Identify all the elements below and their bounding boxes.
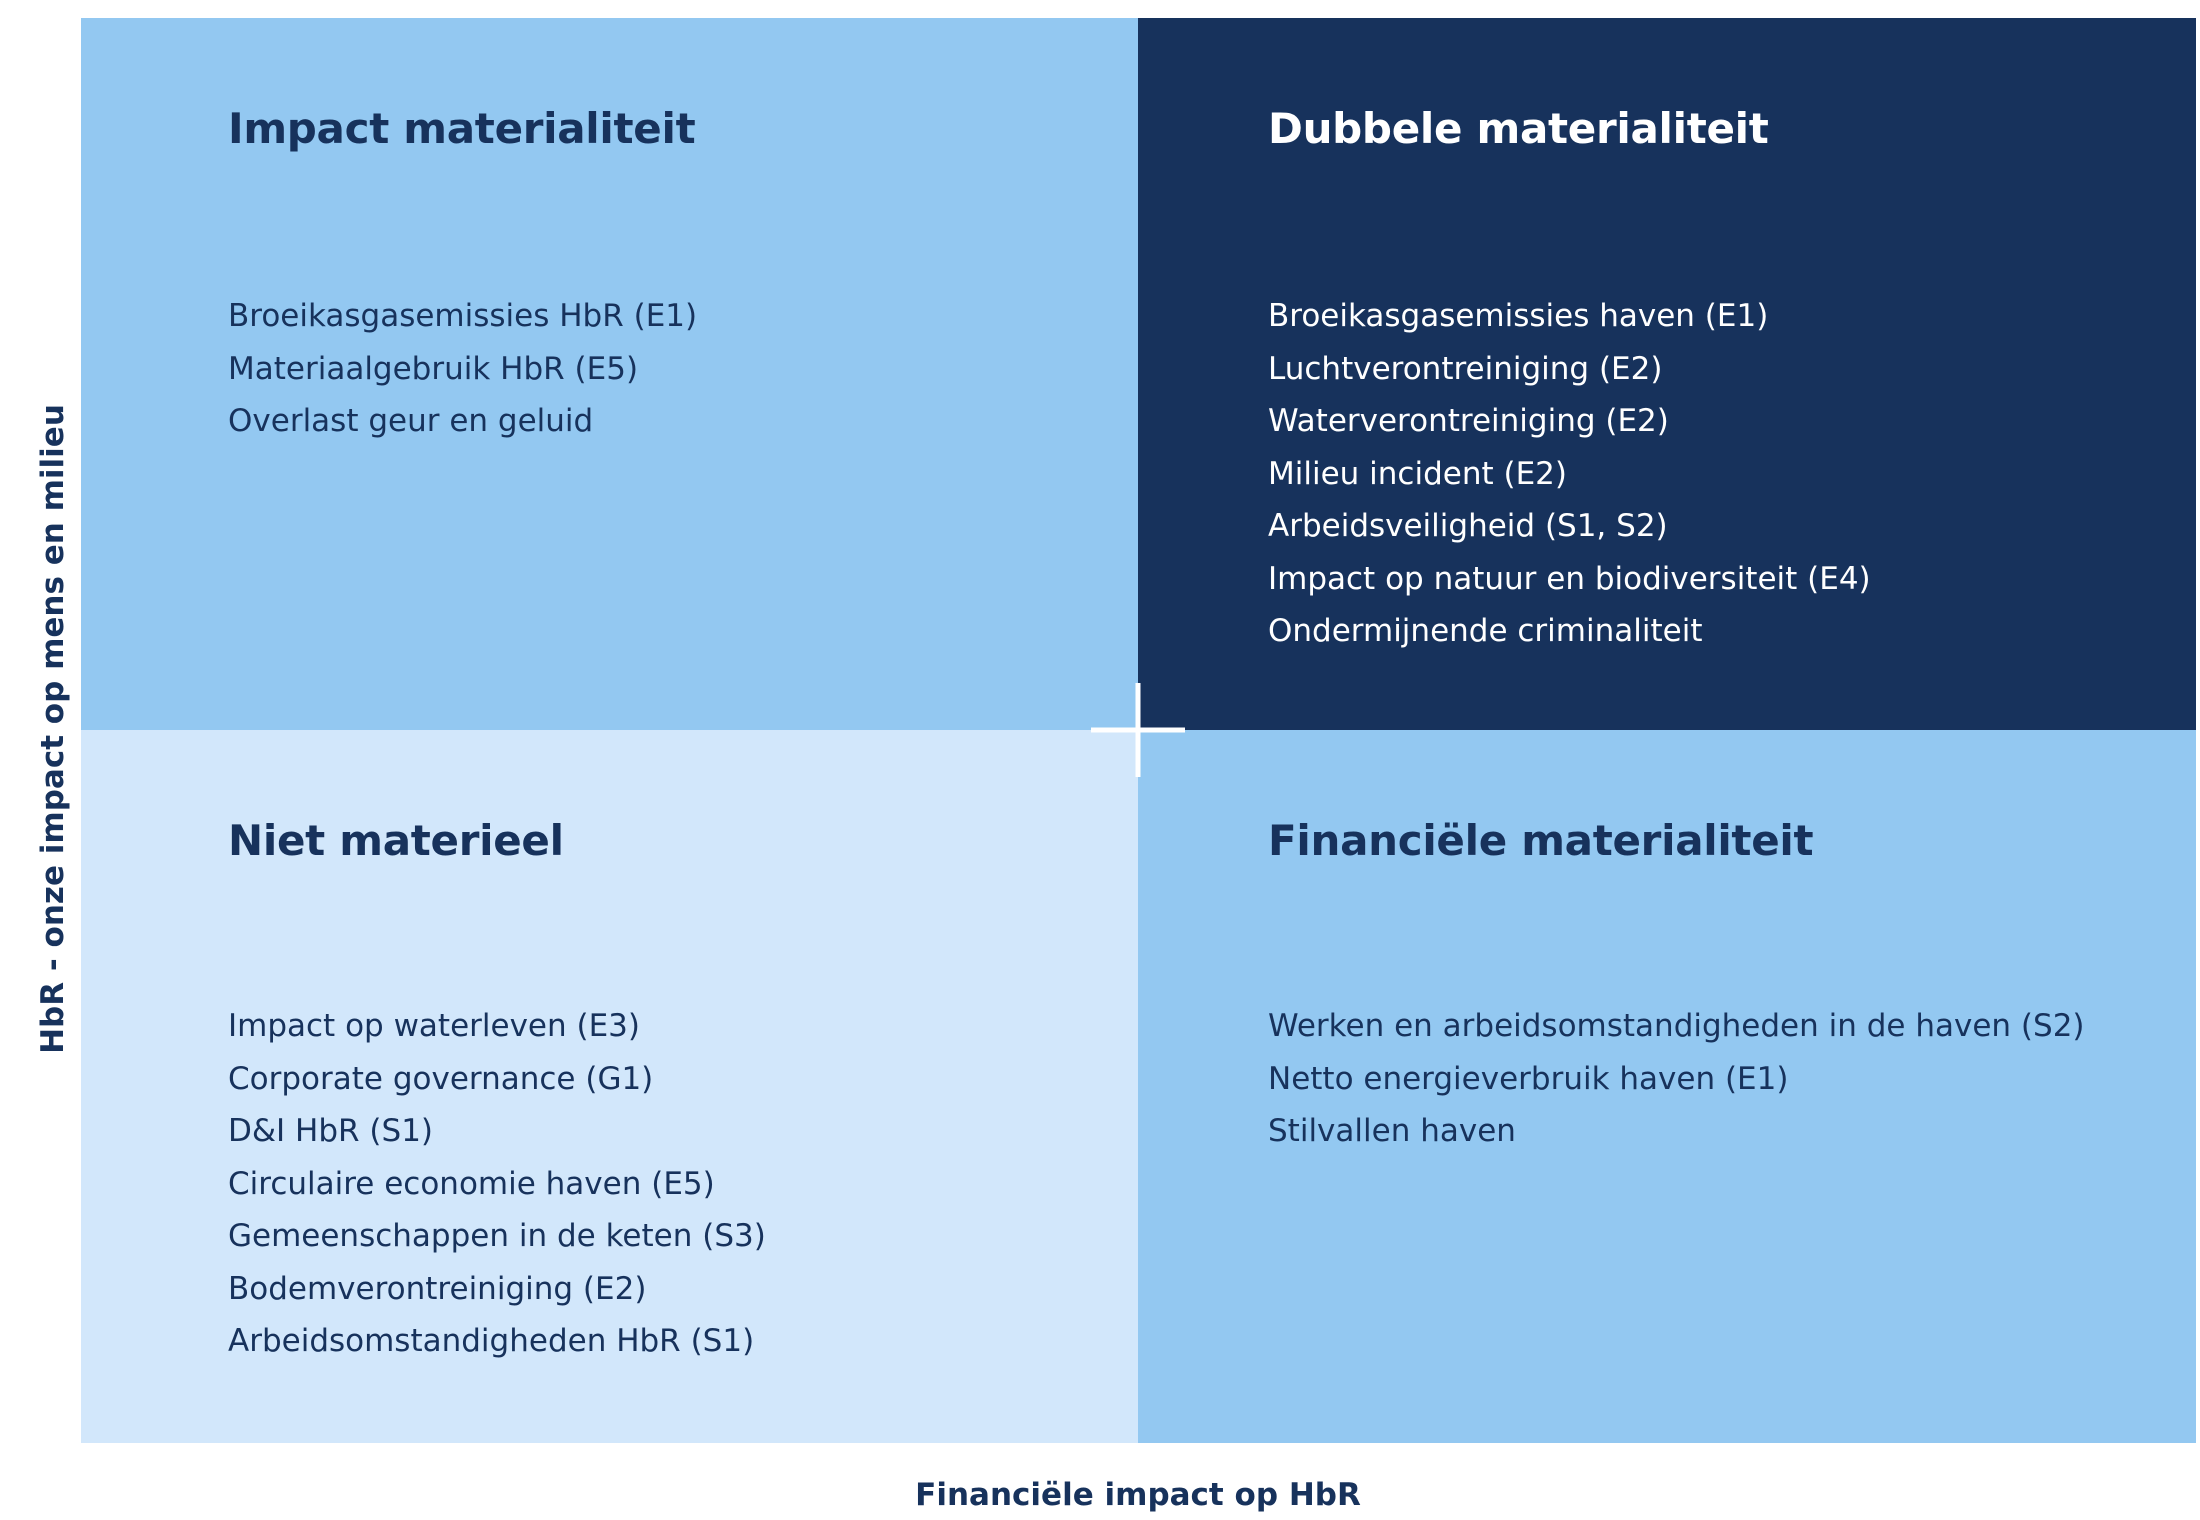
list-item: D&I HbR (S1): [228, 1113, 434, 1149]
quadrant-item-list: [1268, 290, 1871, 658]
quadrant-item-list: [1268, 1000, 2085, 1158]
list-item: Stilvallen haven: [1268, 1113, 1516, 1149]
list-item: Impact op waterleven (E3): [228, 1008, 640, 1044]
quadrant-double-materiality: [1138, 18, 2196, 730]
quadrant-item-list: [228, 290, 697, 448]
list-item: Luchtverontreiniging (E2): [1268, 350, 1663, 387]
list-item: Arbeidsomstandigheden HbR (S1): [228, 1323, 755, 1359]
list-item: Broeikasgasemissies haven (E1): [1268, 298, 1769, 334]
list-item: Impact op natuur en biodiversiteit (E4): [1268, 560, 1871, 597]
quadrant-not-material: [81, 730, 1138, 1443]
quadrant-title: Niet materieel: [228, 816, 564, 865]
list-item: Bodemverontreiniging (E2): [228, 1270, 647, 1307]
list-item: Overlast geur en geluid: [228, 403, 594, 439]
quadrant-impact-materiality: [81, 18, 1138, 730]
list-item: Milieu incident (E2): [1268, 455, 1567, 492]
quadrant-title: Impact materialiteit: [228, 104, 696, 153]
list-item: Broeikasgasemissies HbR (E1): [228, 298, 698, 334]
y-axis-label: HbR - onze impact op mens en milieu: [35, 404, 71, 1054]
list-item: Materiaalgebruik HbR (E5): [228, 350, 639, 387]
list-item: Corporate governance (G1): [228, 1060, 654, 1097]
x-axis-label: Financiële impact op HbR: [915, 1477, 1361, 1513]
quadrant-title: Dubbele materialiteit: [1268, 104, 1769, 153]
quadrant-financial-materiality: [1138, 730, 2196, 1443]
quadrant-item-list: [228, 1000, 766, 1368]
list-item: Waterverontreiniging (E2): [1268, 403, 1669, 439]
list-item: Werken en arbeidsomstandigheden in de haven (S2): [1268, 1008, 2085, 1044]
list-item: Ondermijnende criminaliteit: [1268, 613, 1703, 649]
center-cross-icon: [1088, 680, 1188, 780]
list-item: Netto energieverbruik haven (E1): [1268, 1060, 1789, 1097]
list-item: Arbeidsveiligheid (S1, S2): [1268, 508, 1668, 544]
list-item: Circulaire economie haven (E5): [228, 1165, 715, 1202]
list-item: Gemeenschappen in de keten (S3): [228, 1218, 766, 1254]
quadrant-title: Financiële materialiteit: [1268, 816, 1814, 865]
